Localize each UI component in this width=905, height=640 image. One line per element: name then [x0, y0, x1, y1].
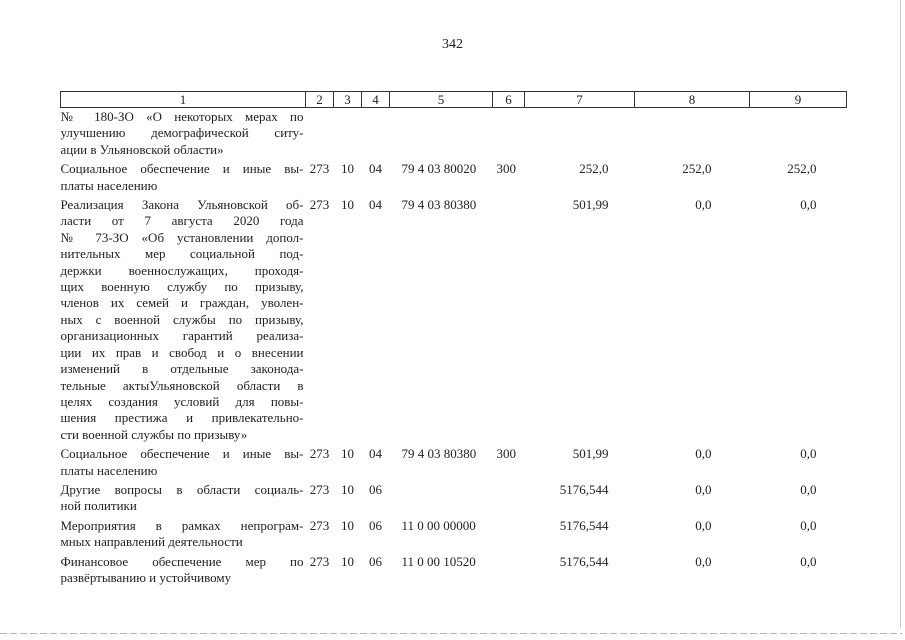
subsection-code-cell: 04	[369, 161, 382, 177]
section-code-cell	[334, 108, 362, 161]
target-article-code-cell	[390, 108, 493, 161]
amount-col7-cell	[525, 108, 635, 161]
column-header-3: 3	[334, 92, 362, 108]
column-header-2: 2	[306, 92, 334, 108]
row-name-line: развёртыванию и устойчивому	[60, 569, 232, 585]
row-name-line: ласти от 7 августа 2020 года	[60, 213, 304, 229]
target-article-code-cell: 79 4 03 80380	[401, 197, 477, 213]
amount-col9-cell: 0,0	[800, 446, 817, 462]
amount-col8-cell: 252,0	[682, 161, 712, 177]
expense-type-code-cell: 300	[496, 161, 516, 177]
row-name-line: ных с военной службы по призыву,	[60, 311, 304, 327]
row-name-line: № 73-ЗО «Об установлении допол-	[60, 229, 304, 245]
page-right-edge	[900, 0, 901, 628]
section-code-cell: 10	[341, 481, 354, 497]
row-name-line: ной политики	[60, 498, 137, 514]
amount-col9-cell: 252,0	[787, 161, 817, 177]
expense-type-code-cell	[493, 196, 525, 445]
row-name-line: держки военнослужащих, проходя-	[60, 262, 304, 278]
target-article-code-cell: 79 4 03 80380	[401, 446, 477, 462]
target-article-code-cell: 11 0 00 10520	[401, 553, 476, 569]
amount-col8-cell: 0,0	[695, 553, 712, 569]
expense-type-code-cell	[493, 481, 525, 517]
row-name-line: платы населению	[60, 177, 158, 193]
table-row	[61, 445, 847, 481]
section-code-cell: 10	[341, 553, 354, 569]
column-header-5: 5	[390, 92, 493, 108]
table-row	[61, 196, 847, 445]
row-name-line: ции их прав и свобод и о внесении	[60, 344, 304, 360]
amount-col9-cell: 0,0	[800, 481, 817, 497]
row-name-cell	[61, 445, 306, 481]
row-name-line: платы населению	[60, 462, 158, 478]
amount-col7-cell: 501,99	[572, 446, 609, 462]
row-name-line: Другие вопросы в области социаль-	[60, 481, 304, 497]
row-name-line: нительных мер социальной под-	[60, 246, 304, 262]
subsection-code-cell: 04	[369, 197, 382, 213]
row-name-cell	[61, 517, 306, 553]
expense-type-code-cell	[493, 553, 525, 589]
column-header-8: 8	[635, 92, 750, 108]
row-name-line: № 180-ЗО «О некоторых мерах по	[60, 109, 304, 124]
amount-col9-cell: 0,0	[800, 197, 817, 213]
subsection-code-cell: 06	[369, 553, 382, 569]
row-name-line: мных направлений деятельности	[60, 534, 243, 550]
grbs-code-cell: 273	[309, 197, 330, 213]
budget-table	[60, 91, 847, 588]
amount-col8-cell: 0,0	[695, 517, 712, 533]
row-name-line: изменений в отдельные законода-	[60, 361, 304, 377]
row-name-line: ации в Ульяновской области»	[60, 141, 224, 157]
target-article-code-cell: 11 0 00 00000	[401, 517, 476, 533]
table-row	[61, 481, 847, 517]
row-name-cell	[61, 553, 306, 589]
amount-col8-cell: 0,0	[695, 481, 712, 497]
expense-type-code-cell	[493, 517, 525, 553]
subsection-code-cell: 04	[369, 446, 382, 462]
amount-col7-cell: 5176,544	[559, 481, 609, 497]
grbs-code-cell: 273	[309, 481, 330, 497]
amount-col9-cell: 0,0	[800, 553, 817, 569]
expense-type-code-cell: 300	[496, 446, 516, 462]
table-row	[61, 517, 847, 553]
amount-col9-cell	[750, 108, 847, 161]
row-name-line: сти военной службы по призыву»	[60, 426, 248, 442]
table-body	[61, 108, 847, 589]
column-header-6: 6	[493, 92, 525, 108]
amount-col9-cell: 0,0	[800, 517, 817, 533]
amount-col7-cell: 5176,544	[559, 517, 609, 533]
page-number: 342	[442, 37, 463, 52]
subsection-code-cell: 06	[369, 481, 382, 497]
subsection-code-cell: 06	[369, 517, 382, 533]
row-name-line: Реализация Закона Ульяновской об-	[60, 197, 304, 213]
amount-col7-cell: 501,99	[572, 197, 609, 213]
grbs-code-cell: 273	[309, 553, 330, 569]
section-code-cell: 10	[341, 197, 354, 213]
column-header-4: 4	[362, 92, 390, 108]
row-name-line: организационных гарантий реализа-	[60, 328, 304, 344]
row-name-line: тельные актыУльяновской области в	[60, 377, 304, 393]
row-name-cell	[61, 481, 306, 517]
target-article-code-cell	[390, 481, 493, 517]
amount-col7-cell: 252,0	[579, 161, 609, 177]
table-row	[61, 160, 847, 196]
column-header-1: 1	[61, 92, 306, 108]
row-name-line: членов их семей и граждан, уволен-	[60, 295, 304, 311]
row-name-cell	[61, 196, 306, 445]
grbs-code-cell: 273	[309, 446, 330, 462]
grbs-code-cell: 273	[309, 517, 330, 533]
column-header-7: 7	[525, 92, 635, 108]
row-name-line: шения престижа и привлекательно-	[60, 410, 304, 426]
amount-col7-cell: 5176,544	[559, 553, 609, 569]
amount-col8-cell	[635, 108, 750, 161]
row-name-cell	[61, 108, 306, 161]
row-name-line: Социальное обеспечение и иные вы-	[60, 446, 304, 462]
row-name-line: щих военную службу по призыву,	[60, 279, 304, 295]
section-code-cell: 10	[341, 446, 354, 462]
table-row	[61, 108, 847, 161]
row-name-line: Социальное обеспечение и иные вы-	[60, 161, 304, 177]
page-bottom-edge	[0, 633, 902, 634]
row-name-line: Мероприятия в рамках непрограм-	[60, 517, 304, 533]
amount-col8-cell: 0,0	[695, 197, 712, 213]
row-name-line: целях создания условий для повы-	[60, 393, 304, 409]
row-name-line: Финансовое обеспечение мер по	[60, 553, 304, 569]
expense-type-code-cell	[493, 108, 525, 161]
section-code-cell: 10	[341, 161, 354, 177]
amount-col8-cell: 0,0	[695, 446, 712, 462]
column-header-9: 9	[750, 92, 847, 108]
section-code-cell: 10	[341, 517, 354, 533]
grbs-code-cell	[306, 108, 334, 161]
subsection-code-cell	[362, 108, 390, 161]
row-name-cell	[61, 160, 306, 196]
table-row	[61, 553, 847, 589]
grbs-code-cell: 273	[309, 161, 330, 177]
header-row	[61, 92, 847, 108]
target-article-code-cell: 79 4 03 80020	[401, 161, 477, 177]
row-name-line: улучшению демографической ситу-	[60, 125, 304, 141]
